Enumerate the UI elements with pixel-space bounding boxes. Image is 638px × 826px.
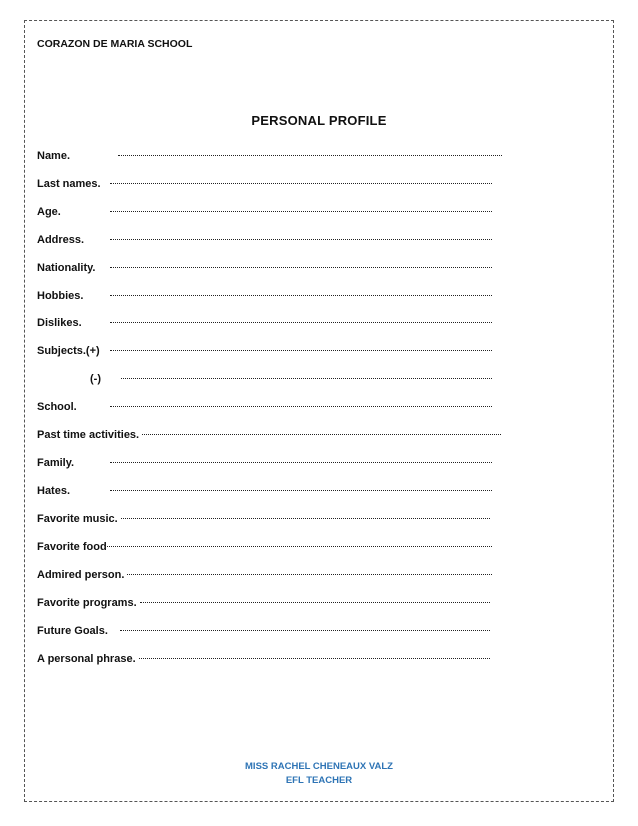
field-label: Name.	[37, 150, 71, 162]
field-school	[37, 397, 492, 413]
field-hates	[37, 481, 492, 497]
field-label: Nationality.	[37, 262, 96, 274]
field-age	[37, 202, 492, 218]
field-label: Future Goals.	[37, 625, 108, 637]
teacher-role: EFL TEACHER	[285, 775, 353, 786]
answer-line[interactable]	[110, 227, 492, 240]
field-address	[37, 230, 492, 246]
field-label: Dislikes.	[37, 317, 82, 329]
field-label: Subjects.(+)	[37, 345, 100, 357]
field-favorite-food	[37, 537, 492, 553]
field-label: Past time activities.	[37, 429, 140, 441]
answer-line[interactable]	[110, 171, 492, 184]
answer-line[interactable]	[121, 366, 492, 379]
field-future-goals	[37, 621, 490, 637]
field-admired-person	[37, 565, 492, 581]
field-label: Admired person.	[37, 569, 125, 581]
answer-line[interactable]	[139, 646, 490, 659]
field-past-time-activities	[37, 425, 501, 441]
field-label: Family.	[37, 457, 75, 469]
field-hobbies	[37, 286, 492, 302]
field-nationality	[37, 258, 492, 274]
field-label: School.	[37, 401, 77, 413]
field-label: (-)	[90, 373, 101, 385]
answer-line[interactable]	[110, 478, 492, 491]
field-dislikes	[37, 313, 492, 329]
answer-line[interactable]	[120, 618, 490, 631]
field-label: Hates.	[37, 485, 71, 497]
answer-line[interactable]	[140, 590, 490, 603]
field-favorite-programs	[37, 593, 490, 609]
field-label: Favorite music.	[37, 513, 118, 525]
field-name	[37, 146, 502, 162]
field-label: Hobbies.	[37, 290, 84, 302]
answer-line[interactable]	[110, 199, 492, 212]
field-subjects-liked	[37, 341, 492, 357]
answer-line[interactable]	[127, 562, 492, 575]
field-label: Last names.	[37, 178, 101, 190]
answer-line[interactable]	[107, 534, 492, 547]
field-favorite-music	[37, 509, 490, 525]
answer-line[interactable]	[142, 422, 501, 435]
page-title: PERSONAL PROFILE	[251, 113, 387, 128]
field-label: Age.	[37, 206, 61, 218]
school-name: CORAZON DE MARIA SCHOOL	[37, 38, 193, 50]
answer-line[interactable]	[121, 506, 490, 519]
answer-line[interactable]	[110, 338, 492, 351]
answer-line[interactable]	[110, 310, 492, 323]
answer-line[interactable]	[118, 143, 502, 156]
answer-line[interactable]	[110, 394, 492, 407]
field-label: A personal phrase.	[37, 653, 136, 665]
field-personal-phrase	[37, 649, 490, 665]
field-subjects-disliked	[90, 369, 492, 385]
answer-line[interactable]	[110, 283, 492, 296]
field-label: Favorite food	[37, 541, 107, 553]
field-label: Favorite programs.	[37, 597, 137, 609]
answer-line[interactable]	[110, 450, 492, 463]
answer-line[interactable]	[110, 255, 492, 268]
field-label: Address.	[37, 234, 85, 246]
teacher-name: MISS RACHEL CHENEAUX VALZ	[245, 761, 393, 772]
field-last-names	[37, 174, 492, 190]
field-family	[37, 453, 492, 469]
